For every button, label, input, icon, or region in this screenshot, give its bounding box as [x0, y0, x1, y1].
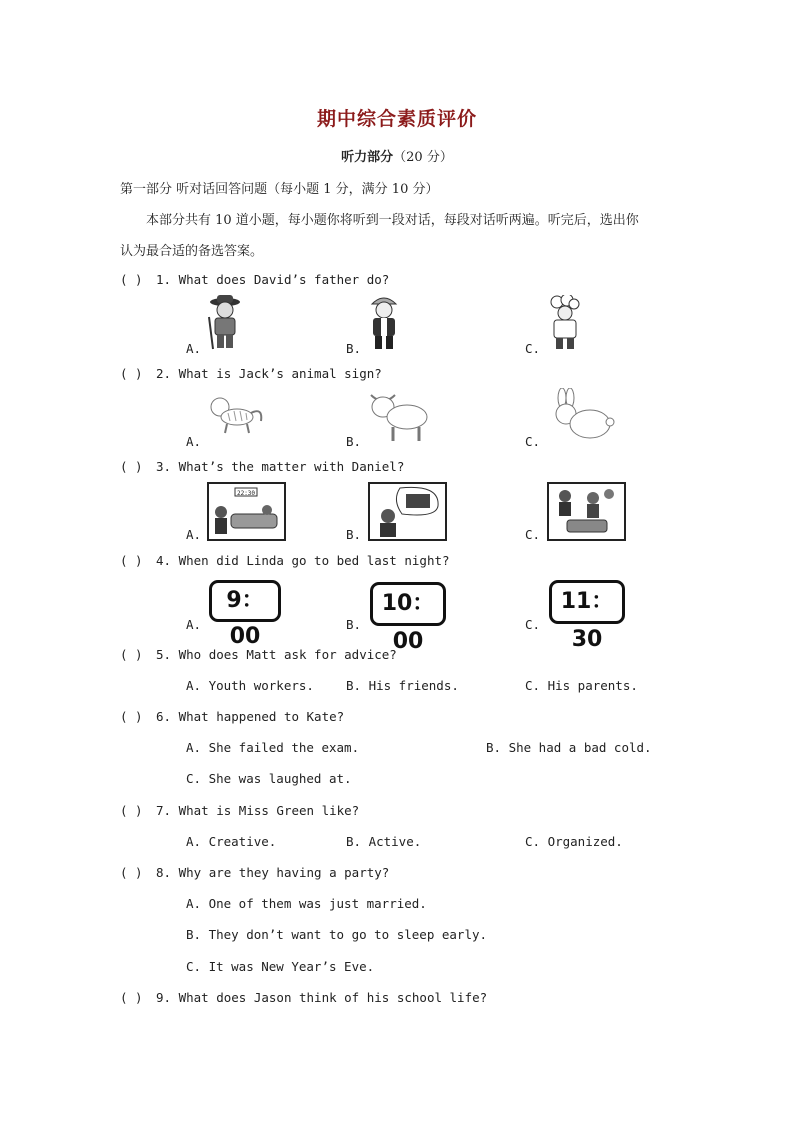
option-b[interactable]: B. She had a bad cold. [486, 740, 652, 755]
answer-blank[interactable]: ( ) [120, 366, 143, 381]
option-c[interactable]: C. [525, 434, 541, 449]
farmer-icon [205, 293, 245, 351]
answer-blank[interactable]: ( ) [120, 709, 143, 724]
question-text: What does David’s father do? [178, 272, 390, 287]
page-title: 期中综合素质评价 [316, 108, 477, 130]
rabbit-icon [548, 388, 616, 444]
question-text: When did Linda go to bed last night? [178, 553, 450, 568]
answer-blank[interactable]: ( ) [120, 553, 143, 568]
answer-blank[interactable]: ( ) [120, 647, 143, 662]
answer-blank[interactable]: ( ) [120, 990, 143, 1005]
question-text: What is Miss Green like? [178, 803, 360, 818]
question-number: 8. [156, 865, 172, 880]
option-a[interactable]: A. She failed the exam. [186, 740, 360, 755]
part-heading: 第一部分 听对话回答问题（每小题 1 分，满分 10 分） [120, 182, 439, 197]
question-number: 5. [156, 647, 172, 662]
question-9 [120, 990, 487, 1005]
option-c[interactable]: C. [525, 617, 541, 632]
option-a[interactable]: A. [186, 341, 202, 356]
option-b[interactable]: B. [346, 527, 362, 542]
instructions-line-1: 本部分共有 10 道小题，每小题你将听到一段对话，每段对话听两遍。听完后，选出你 [146, 213, 639, 228]
clock-b: 10：00 [370, 582, 446, 626]
section-title [0, 146, 794, 165]
question-3 [120, 459, 404, 474]
clock-a: 9：00 [209, 580, 281, 622]
question-7 [120, 803, 359, 818]
question-number: 7. [156, 803, 172, 818]
option-c[interactable]: C. She was laughed at. [186, 771, 352, 786]
tiger-icon [207, 393, 267, 435]
option-b[interactable]: B. They don’t want to go to sleep early. [186, 927, 488, 942]
question-5 [120, 647, 397, 662]
option-c[interactable]: C. Organized. [525, 834, 623, 849]
computer-game-scene [368, 482, 447, 541]
option-a[interactable]: A. [186, 434, 202, 449]
worker-icon [365, 292, 403, 352]
answer-blank[interactable]: ( ) [120, 272, 143, 287]
question-text: What happened to Kate? [178, 709, 345, 724]
question-text: What’s the matter with Daniel? [178, 459, 405, 474]
option-c[interactable]: C. [525, 341, 541, 356]
section-label: 听力部分 [341, 150, 394, 165]
option-a[interactable]: A. Creative. [186, 834, 277, 849]
section-points: （20 分） [393, 150, 453, 165]
question-number: 2. [156, 366, 172, 381]
question-text: Why are they having a party? [178, 865, 390, 880]
option-a[interactable]: A. [186, 527, 202, 542]
option-b[interactable]: B. Active. [346, 834, 422, 849]
option-a[interactable]: A. One of them was just married. [186, 896, 427, 911]
question-2 [120, 366, 382, 381]
question-number: 3. [156, 459, 172, 474]
answer-blank[interactable]: ( ) [120, 803, 143, 818]
question-number: 1. [156, 272, 172, 287]
chef-icon [543, 295, 583, 353]
option-c[interactable]: C. It was New Year’s Eve. [186, 959, 375, 974]
option-b[interactable]: B. [346, 617, 362, 632]
question-text: What is Jack’s animal sign? [178, 366, 382, 381]
option-b[interactable]: B. [346, 434, 362, 449]
sleep-late-scene [207, 482, 286, 541]
question-number: 9. [156, 990, 172, 1005]
answer-blank[interactable]: ( ) [120, 865, 143, 880]
ox-icon [367, 389, 431, 443]
question-text: Who does Matt ask for advice? [178, 647, 397, 662]
question-1 [120, 272, 389, 287]
question-number: 4. [156, 553, 172, 568]
option-b[interactable]: B. [346, 341, 362, 356]
clock-c: 11：30 [549, 580, 625, 624]
option-a[interactable]: A. Youth workers. [186, 678, 314, 693]
option-c[interactable]: C. [525, 527, 541, 542]
option-a[interactable]: A. [186, 617, 202, 632]
question-text: What does Jason think of his school life? [178, 990, 488, 1005]
question-8 [120, 865, 389, 880]
option-c[interactable]: C. His parents. [525, 678, 638, 693]
argument-scene [547, 482, 626, 541]
question-6 [120, 709, 344, 724]
question-4 [120, 553, 450, 568]
instructions-line-2: 认为最合适的备选答案。 [120, 244, 264, 259]
question-number: 6. [156, 709, 172, 724]
clock-time: 22:30 [236, 490, 256, 497]
answer-blank[interactable]: ( ) [120, 459, 143, 474]
option-b[interactable]: B. His friends. [346, 678, 459, 693]
